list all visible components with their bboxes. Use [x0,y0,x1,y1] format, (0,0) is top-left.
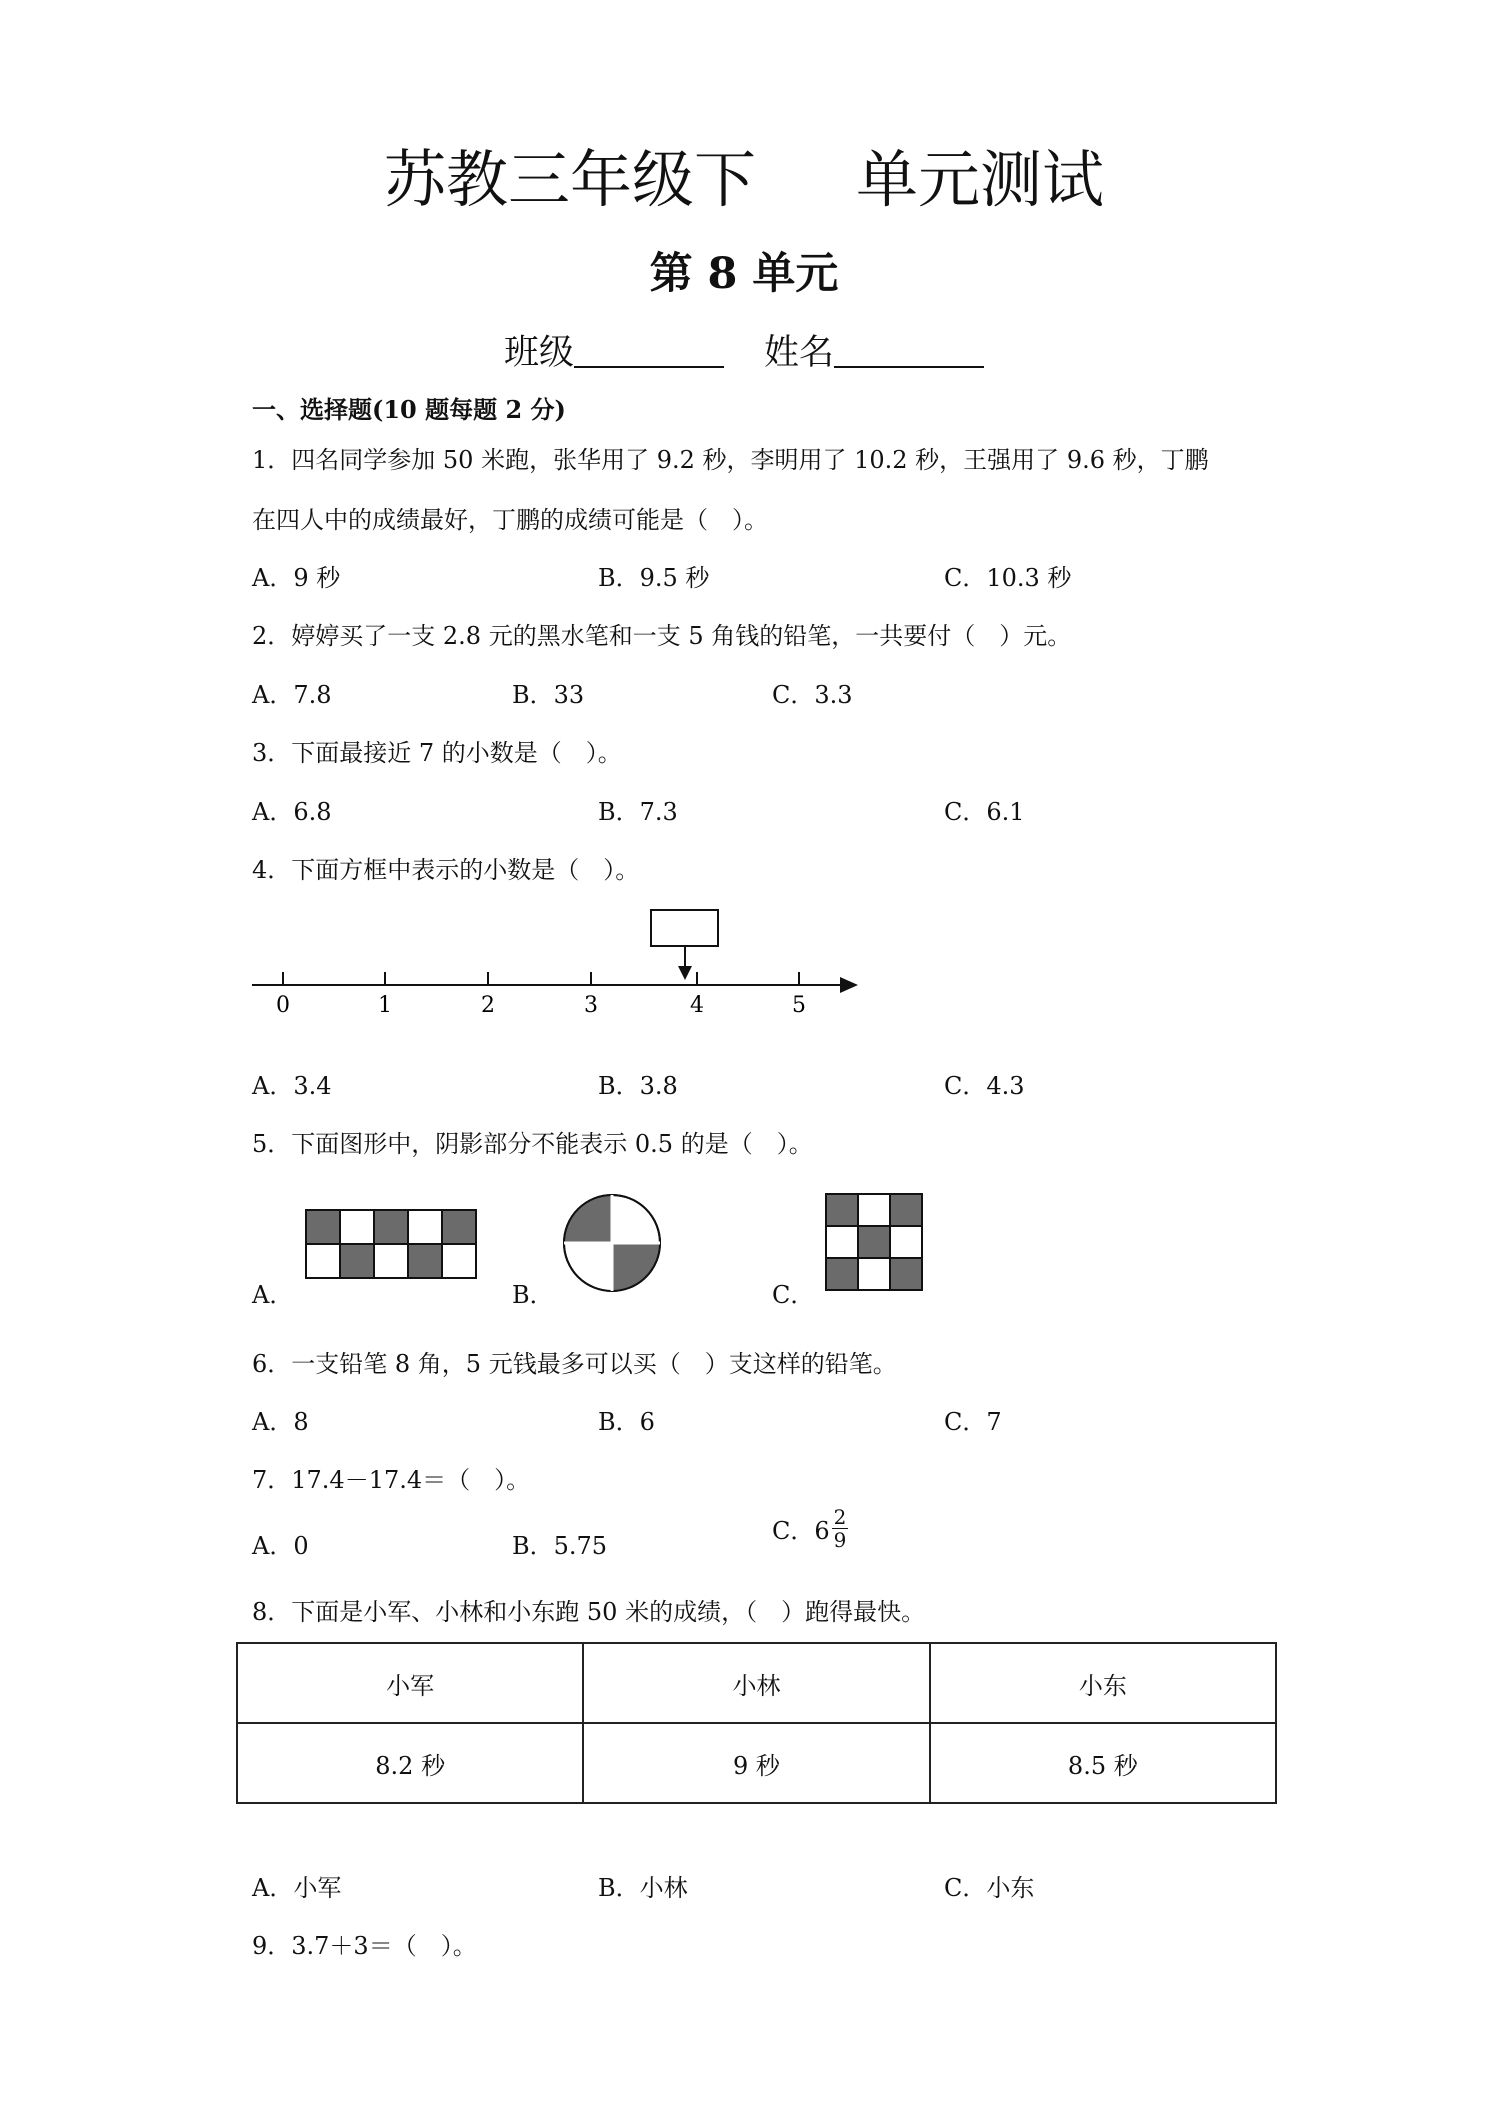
title-right: 单元测试 [856,143,1105,216]
q8-option-a[interactable]: A．小军 [252,1874,342,1902]
q4-option-b[interactable]: B．3.8 [598,1072,678,1100]
table-cell: 9 秒 [583,1723,929,1803]
question-6: 6．一支铅笔 8 角，5 元钱最多可以买（ ）支这样的铅笔。 [252,1350,897,1378]
name-label: 姓名 [764,333,835,373]
table-header-cell: 小林 [583,1643,929,1723]
question-4: 4．下面方框中表示的小数是（ ）。 [252,856,640,884]
q7-option-c[interactable] [772,1506,848,1551]
q5-option-b[interactable]: B． [512,1281,554,1309]
q5-option-c[interactable]: C． [772,1281,815,1309]
q7-option-b[interactable]: B．5.75 [512,1532,608,1560]
q3-option-b[interactable]: B．7.3 [598,798,678,826]
q2-option-c[interactable]: C．3.3 [772,681,853,709]
table-cell: 8.5 秒 [930,1723,1276,1803]
table-header-cell: 小东 [930,1643,1276,1723]
question-5: 5．下面图形中，阴影部分不能表示 0.5 的是（ ）。 [252,1130,813,1158]
tick-label: 5 [792,993,806,1018]
q1-option-c[interactable]: C．10.3 秒 [944,564,1072,592]
q2-option-b[interactable]: B．33 [512,681,585,709]
q7-option-c-label: C．6 [772,1517,830,1545]
q6-option-b[interactable]: B．6 [598,1408,655,1436]
figure-a-grid [306,1210,476,1278]
q5-option-a[interactable]: A． [252,1281,294,1309]
tick-label: 0 [276,993,290,1018]
question-9: 9．3.7＋3＝（ ）。 [252,1932,477,1960]
class-label: 班级 [503,333,574,373]
question-7: 7．17.4－17.4＝（ ）。 [252,1466,531,1494]
table-row [237,1723,1276,1803]
q4-option-c[interactable]: C．4.3 [944,1072,1025,1100]
section-heading: 一、选择题(10 题每题 2 分) [252,395,566,424]
table-row [237,1643,1276,1723]
q1-option-a[interactable]: A．9 秒 [252,564,341,592]
tick-label: 4 [690,993,704,1018]
mixed-fraction [832,1506,849,1551]
q7-option-a[interactable]: A．0 [252,1532,309,1560]
tick-label: 2 [481,993,495,1018]
tick-label: 1 [378,993,392,1018]
fraction-numerator: 2 [833,1505,847,1529]
q2-option-a[interactable]: A．7.8 [252,681,332,709]
q6-option-c[interactable]: C．7 [944,1408,1002,1436]
figure-c-grid [826,1194,922,1290]
question-8: 8．下面是小军、小林和小东跑 50 米的成绩，（ ）跑得最快。 [252,1598,926,1626]
question-1-line1: 1．四名同学参加 50 米跑，张华用了 9.2 秒，李明用了 10.2 秒，王强用了 9.6 秒，丁鹏 [252,446,1209,474]
q3-option-a[interactable]: A．6.8 [252,798,332,826]
q1-option-b[interactable]: B．9.5 秒 [598,564,710,592]
fraction-denominator: 9 [833,1528,847,1552]
unit-subtitle: 第 8 单元 [649,249,839,299]
q6-option-a[interactable]: A．8 [252,1408,309,1436]
table-cell: 8.2 秒 [237,1723,583,1803]
table-header-cell: 小军 [237,1643,583,1723]
question-2: 2．婷婷买了一支 2.8 元的黑水笔和一支 5 角钱的铅笔，一共要付（ ）元。 [252,622,1072,650]
q8-option-c[interactable]: C．小东 [944,1874,1035,1902]
q8-option-b[interactable]: B．小林 [598,1874,688,1902]
results-table [236,1642,1277,1804]
q4-option-a[interactable]: A．3.4 [252,1072,332,1100]
question-3: 3．下面最接近 7 的小数是（ ）。 [252,739,622,767]
title-left: 苏教三年级下 [383,143,756,216]
question-1-line2: 在四人中的成绩最好，丁鹏的成绩可能是（ ）。 [252,506,768,534]
q3-option-c[interactable]: C．6.1 [944,798,1025,826]
figure-b-circle [564,1195,660,1291]
tick-label: 3 [584,993,598,1018]
